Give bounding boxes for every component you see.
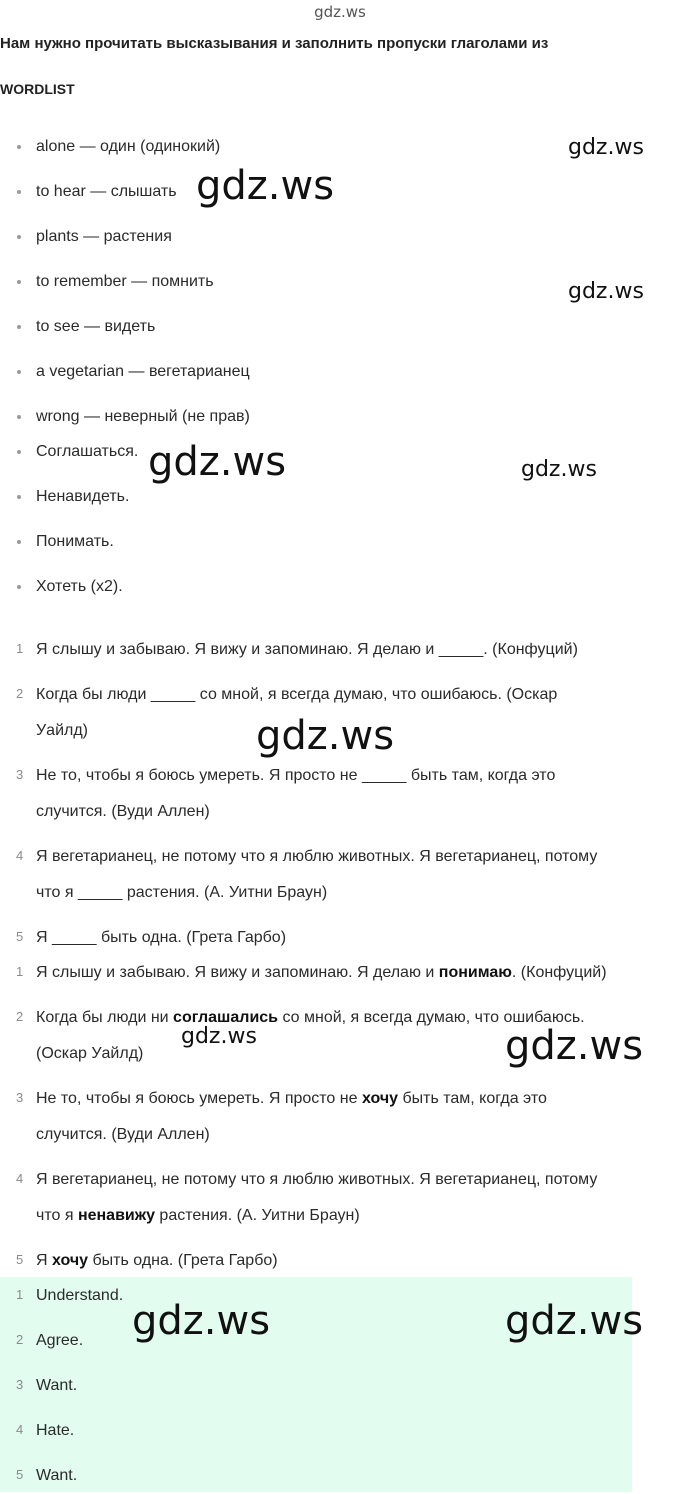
intro-text: Нам нужно прочитать высказывания и заполнить пропуски глаголами из [0, 35, 549, 52]
bullet-icon [17, 325, 21, 329]
watermark: gdz.ws [181, 1024, 257, 1049]
bullet-icon [17, 450, 21, 454]
watermark: gdz.ws [132, 1298, 271, 1344]
bullet-icon [17, 495, 21, 499]
watermark: gdz.ws [568, 279, 644, 304]
bullet-icon [17, 415, 21, 419]
bullet-icon [17, 370, 21, 374]
bullet-icon [17, 145, 21, 149]
bullet-icon [17, 235, 21, 239]
watermark: gdz.ws [256, 713, 395, 759]
watermark: gdz.ws [196, 163, 335, 209]
site-label: gdz.ws [314, 3, 366, 21]
watermark: gdz.ws [568, 135, 644, 160]
bullet-icon [17, 540, 21, 544]
bullet-icon [17, 190, 21, 194]
watermark: gdz.ws [505, 1298, 644, 1344]
bullet-icon [17, 280, 21, 284]
wordlist-title: WORDLIST [0, 81, 75, 97]
watermark: gdz.ws [505, 1023, 644, 1069]
bullet-icon [17, 585, 21, 589]
watermark: gdz.ws [148, 439, 287, 485]
watermark: gdz.ws [521, 457, 597, 482]
